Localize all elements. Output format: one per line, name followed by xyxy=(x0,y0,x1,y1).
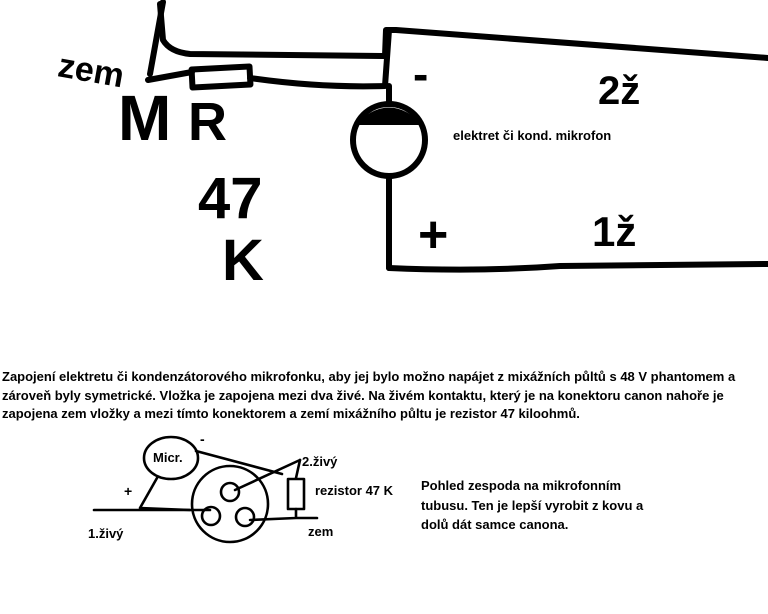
xlr-pin-top xyxy=(221,483,239,501)
m-letter: M xyxy=(118,82,172,154)
top-schematic xyxy=(55,2,768,293)
resistor-body xyxy=(192,66,251,87)
mic-label: elektret či kond. mikrofon xyxy=(453,128,612,143)
small-minus-sign: - xyxy=(200,431,205,447)
note-line: dolů dát samce canona. xyxy=(421,517,569,532)
xlr-connector-body xyxy=(192,466,268,542)
wire-resistor-to-ground xyxy=(250,509,317,520)
resistor-letter-r: R xyxy=(188,92,227,152)
bottom-schematic xyxy=(88,431,394,542)
resistor-small-label: rezistor 47 K xyxy=(315,483,394,498)
ground-stub xyxy=(148,72,192,80)
live-2-label: 2ž xyxy=(598,69,641,113)
small-resistor xyxy=(288,479,304,509)
live-2-small-label: 2.živý xyxy=(302,454,338,469)
ground-small-label: zem xyxy=(308,524,334,539)
description-paragraph: Zapojení elektretu či kondenzátorového mikrofonku, aby jej bylo možno napájet z mixážních půltů s 48 V phantomem a zároveň byly symetrické. Vložka je zapojena mezi dva živé. Na živém kontaktu, který je na konektoru canon nahoře je zapojena zem vložky a mezi tímto konektorem a zemí mixážního půltu je rezistor 47 kiloohmů. xyxy=(2,369,736,421)
resistor-unit: K xyxy=(222,228,264,293)
wire-mic-to-live1 xyxy=(140,478,190,510)
note-line: tubusu. Ten je lepší vyrobit z kovu a xyxy=(421,497,644,513)
top-wire-from-top xyxy=(160,4,768,58)
ground-label: zem xyxy=(55,46,127,96)
small-mic-label: Micr. xyxy=(153,450,183,465)
bottom-view-note xyxy=(421,476,721,535)
live-1-small-label: 1.živý xyxy=(88,526,124,541)
xlr-pin-right xyxy=(236,508,254,526)
minus-sign: - xyxy=(413,48,429,100)
note-line: Pohled zespoda na mikrofonním xyxy=(421,478,622,493)
small-plus-sign: + xyxy=(124,483,133,499)
plus-sign: + xyxy=(418,206,449,264)
live-1-label: 1ž xyxy=(592,208,637,255)
bottom-right-wire xyxy=(389,264,768,270)
resistor-value: 47 xyxy=(198,166,263,231)
wire-mic-minus xyxy=(196,451,282,474)
